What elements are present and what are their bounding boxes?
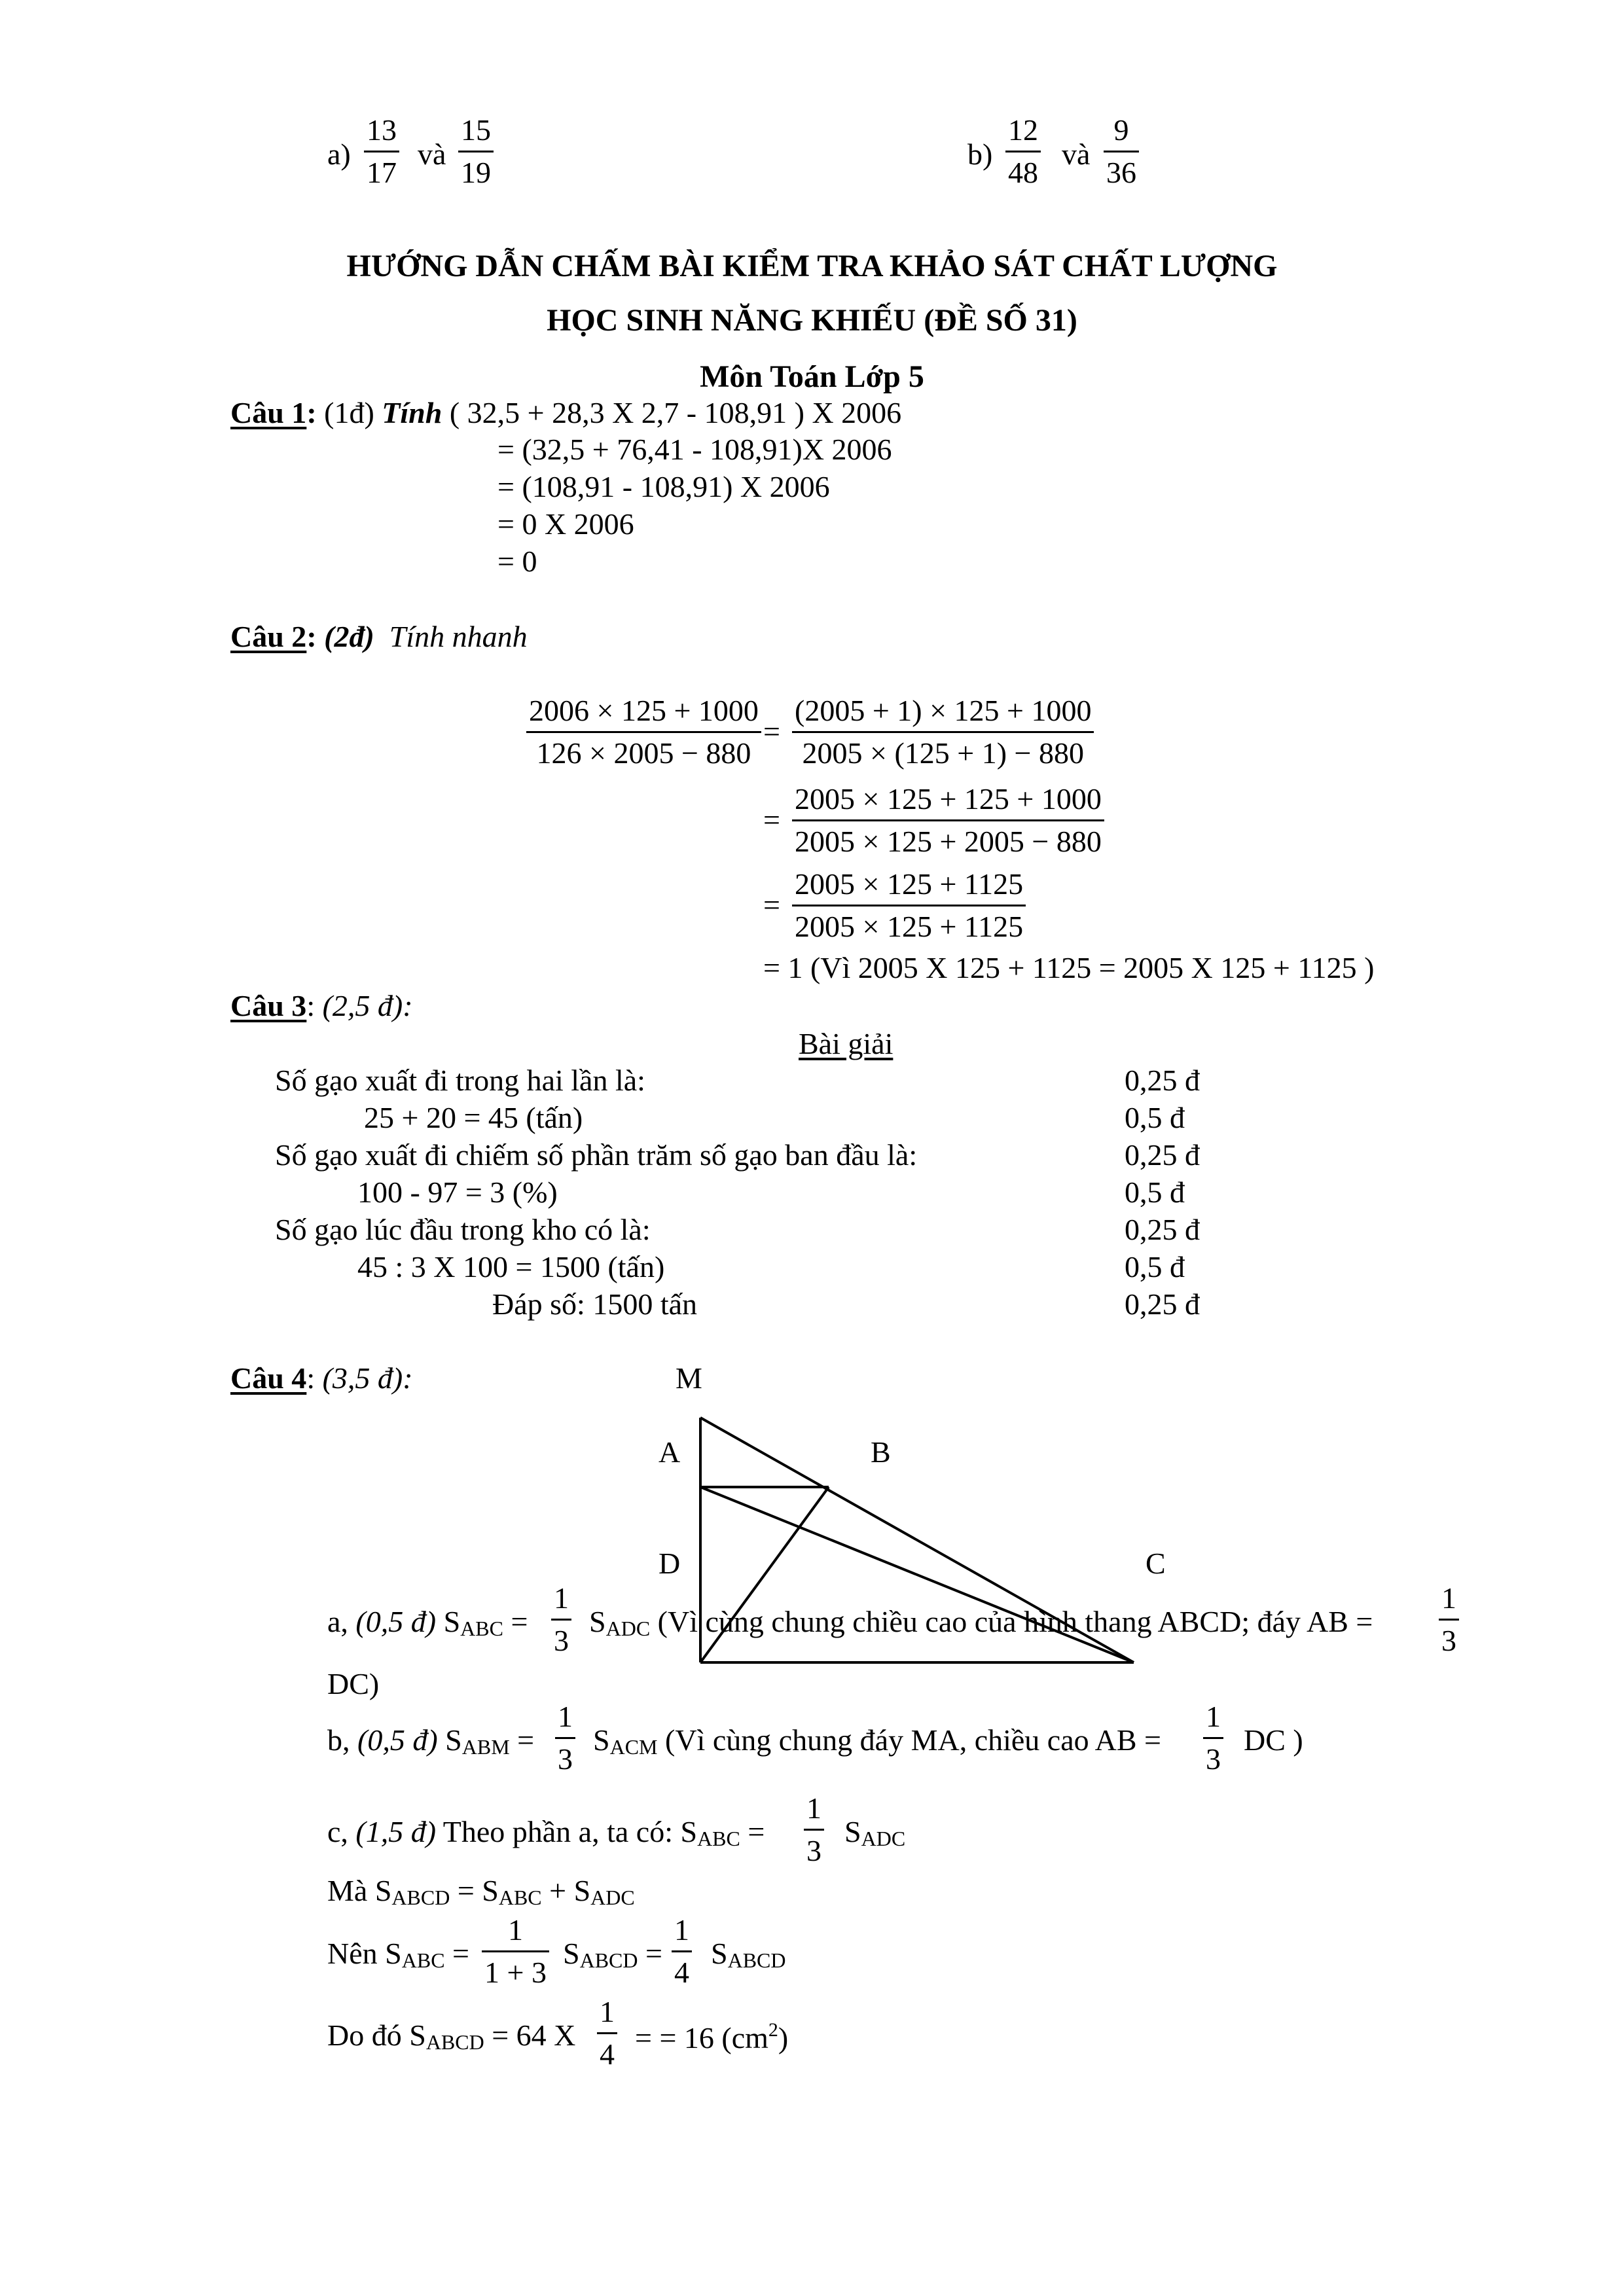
equals-sign: = xyxy=(511,1605,528,1638)
cau2-points: (2đ) xyxy=(324,620,374,653)
cau1-colon: : xyxy=(306,396,317,429)
point-label-M: M xyxy=(676,1361,702,1395)
solution-line: Số gạo lúc đầu trong kho có là: xyxy=(275,1213,651,1246)
denominator: 2005 × 125 + 1125 xyxy=(795,910,1024,943)
point-label-A: A xyxy=(659,1435,681,1469)
text: = 64 X xyxy=(492,2018,576,2052)
solution-line: Số gạo xuất đi chiếm số phần trăm số gạo ban đầu là: xyxy=(275,1138,918,1172)
subscript: ABC xyxy=(401,1948,445,1972)
score: 0,5 đ xyxy=(1125,1101,1185,1134)
frac-a-label: a) xyxy=(327,137,351,171)
fraction-bar xyxy=(597,2032,617,2034)
doc-title-line1: HƯỚNG DẪN CHẤM BÀI KIỂM TRA KHẢO SÁT CHẤT LƯỢNG xyxy=(346,249,1278,283)
nen-end xyxy=(711,1939,786,1971)
area-symbol: S xyxy=(711,1937,728,1970)
fraction xyxy=(1005,115,1041,188)
denominator: 3 xyxy=(558,1742,573,1776)
part-b-reason xyxy=(593,1725,1161,1757)
subscript: ABCD xyxy=(425,2030,484,2054)
fraction-bar xyxy=(792,819,1104,821)
numerator: 1 xyxy=(600,1995,615,2028)
numerator: 2005 × 125 + 1125 xyxy=(795,867,1024,901)
text: Nên S xyxy=(327,1937,402,1970)
numerator: 2006 × 125 + 1000 xyxy=(529,694,759,727)
area-symbol: S xyxy=(844,1815,861,1848)
do-result xyxy=(635,2020,788,2053)
reason-text: (Vì cùng chung chiều cao của hình thang ABCD; đáy AB = xyxy=(657,1605,1373,1638)
denominator: 4 xyxy=(674,1956,689,1989)
cau1-step: = 0 X 2006 xyxy=(497,507,634,541)
cau1-word: Tính xyxy=(382,396,442,429)
cau1-step: = (32,5 + 76,41 - 108,91)X 2006 xyxy=(497,433,892,466)
denominator: 4 xyxy=(600,2037,615,2071)
cau2-colon: : xyxy=(306,620,317,653)
subscript: ADC xyxy=(605,1617,651,1640)
part-a-line xyxy=(327,1607,528,1639)
fraction-bar xyxy=(555,1737,575,1739)
text: = 16 (cm xyxy=(659,2021,768,2054)
fraction-bar xyxy=(526,731,761,733)
point-label-D: D xyxy=(659,1547,681,1580)
fraction-bar xyxy=(804,1829,824,1831)
nen-middle xyxy=(563,1939,662,1971)
cau1-expression: ( 32,5 + 28,3 X 2,7 - 108,91 ) X 2006 xyxy=(449,396,902,429)
denominator: 3 xyxy=(554,1624,569,1657)
fraction xyxy=(526,696,761,768)
cau1-points: (1đ) xyxy=(324,396,374,429)
score: 0,25 đ xyxy=(1125,1287,1200,1321)
subscript: ABCD xyxy=(391,1886,450,1909)
equals-sign: = xyxy=(748,1815,765,1848)
numerator: 13 xyxy=(367,113,397,147)
fraction xyxy=(672,1915,692,1988)
denominator: 2005 × 125 + 2005 − 880 xyxy=(795,825,1102,858)
subscript: ACM xyxy=(609,1735,658,1759)
solution-line: 100 - 97 = 3 (%) xyxy=(357,1175,558,1209)
score: 0,25 đ xyxy=(1125,1213,1200,1246)
cau2-title: Tính nhanh xyxy=(389,620,528,653)
conjunction: và xyxy=(418,137,446,171)
fraction xyxy=(1104,115,1139,188)
area-symbol: S xyxy=(445,1723,462,1757)
subscript: ABC xyxy=(498,1886,542,1909)
numerator: 1 xyxy=(554,1581,569,1615)
equals-sign: = xyxy=(517,1723,535,1757)
cau1-line xyxy=(230,398,901,428)
denominator: 17 xyxy=(367,156,397,189)
score: 0,25 đ xyxy=(1125,1064,1200,1097)
fraction-bar xyxy=(792,731,1094,733)
cau3-line xyxy=(230,991,413,1021)
cau4-label: Câu 4 xyxy=(230,1361,307,1395)
doc-title-line2: HỌC SINH NĂNG KHIẾU (ĐỀ SỐ 31) xyxy=(547,303,1077,338)
do-line xyxy=(327,2020,575,2053)
fraction xyxy=(551,1583,571,1656)
numerator: 1 xyxy=(558,1700,573,1733)
text: + S xyxy=(549,1874,591,1907)
fraction-bar xyxy=(1104,151,1139,152)
score: 0,5 đ xyxy=(1125,1175,1185,1209)
numerator: 2005 × 125 + 125 + 1000 xyxy=(795,782,1102,816)
ma-line xyxy=(327,1876,635,1908)
cau4-line xyxy=(230,1363,413,1393)
fraction xyxy=(1439,1583,1459,1656)
area-symbol: S xyxy=(443,1605,461,1638)
subscript: ABC xyxy=(460,1617,503,1640)
part-c-text: Theo phần a, ta có: S xyxy=(442,1815,698,1848)
nen-line xyxy=(327,1939,469,1971)
point-label-C: C xyxy=(1146,1547,1166,1580)
cau3-label: Câu 3 xyxy=(230,989,307,1022)
fraction xyxy=(792,869,1026,942)
numerator: 1 xyxy=(1206,1700,1221,1733)
equals-sign: = xyxy=(635,2021,652,2054)
cau1-step: = (108,91 - 108,91) X 2006 xyxy=(497,470,830,503)
numerator: 1 xyxy=(674,1913,689,1946)
part-c-line xyxy=(327,1817,765,1849)
conjunction: và xyxy=(1062,137,1091,171)
cau3-points: (2,5 đ): xyxy=(322,989,413,1022)
fraction-bar xyxy=(792,905,1026,906)
solution-line: 45 : 3 X 100 = 1500 (tấn) xyxy=(357,1250,665,1283)
denominator: 3 xyxy=(1206,1742,1221,1776)
fraction-bar xyxy=(364,151,399,152)
fraction-bar xyxy=(1005,151,1041,152)
cau2-line xyxy=(230,622,528,652)
numerator: 1 xyxy=(1441,1581,1456,1615)
text: Mà S xyxy=(327,1874,392,1907)
fraction xyxy=(364,115,399,188)
fraction-bar xyxy=(672,1950,692,1952)
cau3-heading: Bài giải xyxy=(799,1027,893,1060)
numerator: 9 xyxy=(1113,113,1129,147)
equals-sign: = xyxy=(763,803,780,836)
cau2-label: Câu 2 xyxy=(230,620,307,653)
subscript: ABM xyxy=(461,1735,510,1759)
numerator: 12 xyxy=(1008,113,1038,147)
denominator: 48 xyxy=(1008,156,1038,189)
score: 0,5 đ xyxy=(1125,1250,1185,1283)
part-a-continuation: DC) xyxy=(327,1667,380,1700)
denominator: 3 xyxy=(1441,1624,1456,1657)
part-c-points: (1,5 đ) xyxy=(355,1815,437,1848)
area-symbol: S xyxy=(589,1605,606,1638)
part-a-points: (0,5 đ) xyxy=(355,1605,437,1638)
denominator: 19 xyxy=(461,156,491,189)
fraction-bar xyxy=(458,151,494,152)
part-a-reason xyxy=(589,1607,1373,1639)
denominator: 2005 × (125 + 1) − 880 xyxy=(802,736,1084,770)
subscript: ADC xyxy=(590,1886,635,1909)
score: 0,25 đ xyxy=(1125,1138,1200,1172)
fraction-bar xyxy=(1203,1737,1223,1739)
point-label-B: B xyxy=(871,1435,891,1469)
fraction xyxy=(597,1997,617,2070)
cau4-colon: : xyxy=(306,1361,316,1395)
equals-sign: = xyxy=(763,888,780,922)
frac-b-label: b) xyxy=(967,137,993,171)
fraction xyxy=(482,1915,549,1988)
cau1-step: = 0 xyxy=(497,545,537,578)
denominator: 3 xyxy=(806,1834,821,1867)
text: Do đó S xyxy=(327,2018,426,2052)
subscript: ABC xyxy=(697,1827,740,1850)
fraction-bar xyxy=(1439,1619,1459,1621)
part-c-prefix: c, xyxy=(327,1815,348,1848)
solution-line: Số gạo xuất đi trong hai lần là: xyxy=(275,1064,645,1097)
fraction xyxy=(792,784,1104,857)
numerator: 1 xyxy=(806,1791,821,1825)
denominator: 126 × 2005 − 880 xyxy=(536,736,751,770)
subscript: ABCD xyxy=(579,1948,638,1972)
cau2-result: = 1 (Vì 2005 X 125 + 1125 = 2005 X 125 + 1125 ) xyxy=(763,951,1375,984)
solution-line: 25 + 20 = 45 (tấn) xyxy=(364,1101,583,1134)
numerator: (2005 + 1) × 125 + 1000 xyxy=(795,694,1092,727)
doc-subtitle: Môn Toán Lớp 5 xyxy=(700,359,924,394)
fraction xyxy=(1203,1702,1223,1774)
fraction xyxy=(555,1702,575,1774)
equals-sign: = xyxy=(452,1937,469,1970)
equals-sign: = xyxy=(645,1937,662,1970)
fraction-bar xyxy=(482,1950,549,1952)
cau3-colon: : xyxy=(306,989,316,1022)
part-c-end xyxy=(844,1817,905,1849)
area-symbol: S xyxy=(563,1937,580,1970)
superscript: 2 xyxy=(768,2019,778,2041)
numerator: 1 xyxy=(507,1913,523,1946)
fraction-bar xyxy=(551,1619,571,1621)
area-symbol: S xyxy=(593,1723,610,1757)
text: ) xyxy=(778,2021,789,2054)
numerator: 15 xyxy=(461,113,491,147)
denominator: 1 + 3 xyxy=(484,1956,547,1989)
part-b-end: DC ) xyxy=(1244,1723,1303,1757)
fraction xyxy=(804,1793,824,1866)
fraction xyxy=(792,696,1094,768)
part-b-line xyxy=(327,1725,534,1757)
equals-sign: = xyxy=(763,715,780,748)
cau1-label: Câu 1 xyxy=(230,396,307,429)
subscript: ADC xyxy=(861,1827,906,1850)
part-b-points: (0,5 đ) xyxy=(357,1723,438,1757)
text: = S xyxy=(457,1874,499,1907)
part-a-prefix: a, xyxy=(327,1605,348,1638)
fraction xyxy=(458,115,494,188)
answer-line: Đáp số: 1500 tấn xyxy=(492,1287,698,1321)
part-b-prefix: b, xyxy=(327,1723,350,1757)
denominator: 36 xyxy=(1106,156,1136,189)
cau4-points: (3,5 đ): xyxy=(322,1361,413,1395)
reason-text: (Vì cùng chung đáy MA, chiều cao AB = xyxy=(665,1723,1161,1757)
subscript: ABCD xyxy=(727,1948,786,1972)
